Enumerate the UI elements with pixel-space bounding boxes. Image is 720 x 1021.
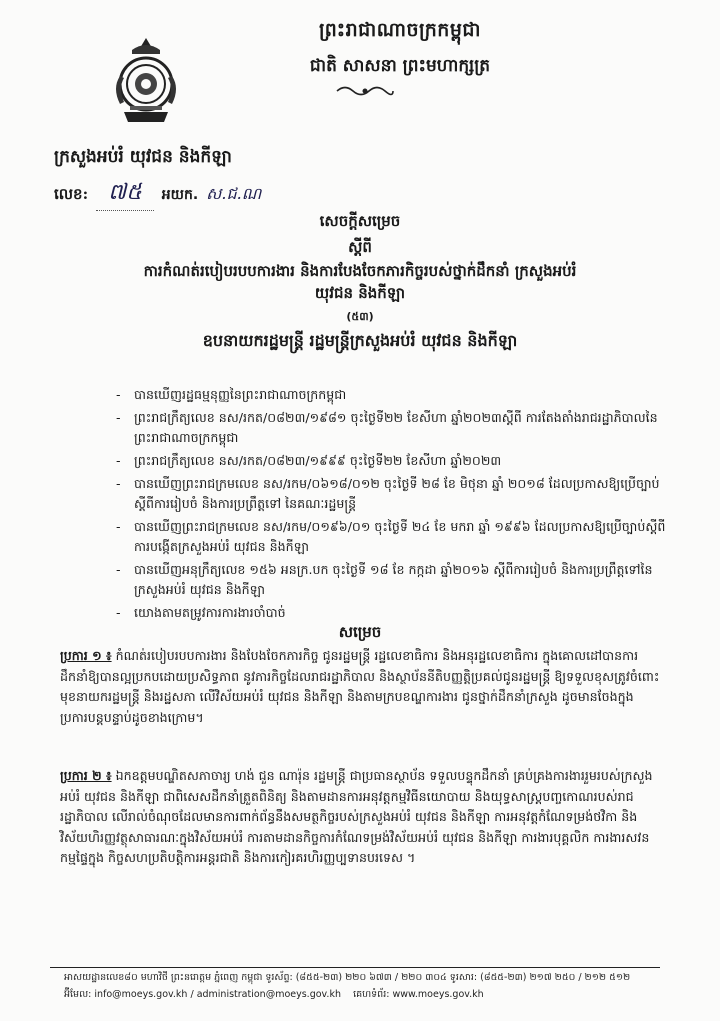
document-type: សេចក្តីសម្រេច bbox=[319, 212, 401, 230]
ministry-name: ក្រសួងអប់រំ យុវជន និងកីឡា bbox=[54, 147, 232, 167]
article-label: ប្រការ ២ ៖ bbox=[60, 768, 112, 783]
article-2 bbox=[60, 766, 660, 869]
list-item: - ព្រះរាជក្រឹត្យលេខ នស/រកត/០៨២៣/១៩៩៩ ចុះថ្ងៃទី២២ ខែសីហា ឆ្នាំ២០២៣ bbox=[110, 451, 670, 471]
list-item: - បានឃើញអនុក្រឹត្យលេខ ១៥៦ អនក្រ.បក ចុះថ្ងៃទី ១៨ ខែ កក្កដា ឆ្នាំ២០១៦ ស្តីពីការរៀបចំ និងការប្រព្រឹត្តទៅនៃក្រសួងអប់រំ យុវជន និងកីឡា bbox=[110, 560, 670, 600]
ministry-emblem-icon bbox=[110, 36, 182, 128]
reference-number bbox=[54, 178, 261, 211]
article-1 bbox=[60, 646, 660, 728]
ref-suffix: អយក. bbox=[161, 187, 199, 203]
about-label: ស្តីពី bbox=[348, 238, 372, 256]
kingdom-name: ព្រះរាជាណាចក្រកម្ពុជា bbox=[319, 19, 481, 41]
visa-list bbox=[110, 385, 670, 626]
ornament-divider-icon bbox=[335, 84, 395, 98]
email-label: អ៊ីមែល: bbox=[64, 989, 92, 1000]
website-link[interactable]: www.moeys.gov.kh bbox=[392, 989, 484, 1000]
website-label: គេហទំព័រ: bbox=[353, 989, 390, 1000]
list-item: - បានឃើញរដ្ឋធម្មនុញ្ញនៃព្រះរាជាណាចក្រកម្ពុជា bbox=[110, 385, 670, 405]
ref-number-handwritten: ៧៥ bbox=[96, 178, 154, 211]
national-motto: ជាតិ សាសនា ព្រះមហាក្សត្រ bbox=[309, 56, 491, 76]
article-text: កំណត់របៀបរបបការងារ និងបែងចែកភារកិច្ច ជូនរដ្ឋមន្ត្រី រដ្ឋលេខាធិការ និងអនុរដ្ឋលេខាធិការ ក្នុងគោលដៅបានការដឹកនាំឱ្យបានល្អប្រកបដោយប្រសិទ្ធភាព នូវភារកិច្ចដែលរាជរដ្ឋាភិបាល និងស្ថាប័ននីតិបញ្ញត្តិប្រគល់ជូនរដ្ឋមន្ត្រី ឱ្យទទួលខុសត្រូវចំពោះមុខនាយករដ្ឋមន្ត្រី និងរដ្ឋសភា លើវិស័យអប់រំ យុវជន និងកីឡា និងតាមក្របខណ្ឌការងារ ជូនថ្នាក់ដឹកនាំក្រសួង ដូចមានចែងក្នុងប្រការបន្តបន្ទាប់ដូចខាងក្រោម។ bbox=[60, 648, 660, 725]
ref-code-handwritten: ស.ជ.ណ bbox=[206, 184, 262, 203]
footer-divider bbox=[50, 967, 660, 968]
title-divider: (៥៣) bbox=[346, 310, 374, 323]
decision-heading: សម្រេច bbox=[338, 623, 382, 641]
list-item: - យោងតាមតម្រូវការការងារចាំបាច់ bbox=[110, 603, 670, 623]
footer-address: អាសយដ្ឋានលេខ៨០ មហាវិថី ព្រះនរោត្តម ភ្នំពេញ កម្ពុជា ទូរស័ព្ទ: (៨៥៥-២៣) ២២០ ៦៧៣ / ២២០ ៣០៤ ទូរសារ: (៨៥៥-២៣) ២១៧ ២៥០ / ២១២ ៥១២ bbox=[64, 972, 631, 983]
article-text: ឯកឧត្តមបណ្ឌិតសភាចារ្យ ហង់ ជួន ណារ៉ុន រដ្ឋមន្ត្រី ជាប្រធានស្ថាប័ន ទទួលបន្ទុកដឹកនាំ គ្រប់គ្រងការងាររួមរបស់ក្រសួងអប់រំ យុវជន និងកីឡា ជាពិសេសដឹកនាំត្រួតពិនិត្យ និងតាមដានការអនុវត្តកម្មវិធីនយោបាយ និងយុទ្ធសាស្ត្របញ្ចកោណរបស់រាជរដ្ឋាភិបាល លើរាល់ចំណុចដែលមានការពាក់ព័ន្ធនឹងសមត្ថកិច្ចរបស់ក្រសួងអប់រំ យុវជន និងកីឡា ការអនុវត្តកំណែទម្រង់ថវិកា និងវិស័យហិរញ្ញវត្ថុសាធារណៈក្នុងវិស័យអប់រំ ការតាមដានកិច្ចការកំណែទម្រង់វិស័យអប់រំ យុវជន និងកីឡា ការងារបុគ្គលិក ការងារសវនកម្មផ្ទៃក្នុង កិច្ចសហប្រតិបត្តិការអន្តរជាតិ និងការកៀរគរហិរញ្ញប្បទានបរទេស ។ bbox=[60, 768, 653, 865]
list-item: - បានឃើញព្រះរាជក្រមលេខ នស/រកម/០៦១៨/០១២ ចុះថ្ងៃទី ២៨ ខែ មិថុនា ឆ្នាំ ២០១៨ ដែលប្រកាសឱ្យប្រើច្បាប់ស្តីពីការរៀបចំ និងការប្រព្រឹត្តទៅ នៃគណៈរដ្ឋមន្ត្រី bbox=[110, 474, 670, 514]
list-item: - បានឃើញព្រះរាជក្រមលេខ នស/រកម/០១៩៦/០១ ចុះថ្ងៃទី ២៤ ខែ មករា ឆ្នាំ ១៩៩៦ ដែលប្រកាសឱ្យប្រើច្បាប់ស្តីពីការបង្កើតក្រសួងអប់រំ យុវជន និងកីឡា bbox=[110, 517, 670, 557]
issuing-authority: ឧបនាយករដ្ឋមន្រ្តី រដ្ឋមន្រ្តីក្រសួងអប់រំ យុវជន និងកីឡា bbox=[202, 331, 518, 350]
ref-label: លេខ: bbox=[54, 185, 89, 203]
decision-subject: ការកំណត់របៀបរបបការងារ និងការបែងចែកភារកិច្ចរបស់ថ្នាក់ដឹកនាំ ក្រសួងអប់រំ យុវជន និងកីឡា bbox=[143, 262, 577, 302]
email-link[interactable]: info@moeys.gov.kh / administration@moeys.gov.kh bbox=[94, 989, 341, 1000]
footer-contacts bbox=[64, 988, 664, 1002]
list-item: - ព្រះរាជក្រឹត្យលេខ នស/រកត/០៨២៣/១៩៨១ ចុះថ្ងៃទី២២ ខែសីហា ឆ្នាំ២០២៣ស្តីពី ការតែងតាំងរាជរដ្ឋាភិបាលនៃព្រះរាជាណាចក្រកម្ពុជា bbox=[110, 408, 670, 448]
article-label: ប្រការ ១ ៖ bbox=[60, 648, 112, 663]
